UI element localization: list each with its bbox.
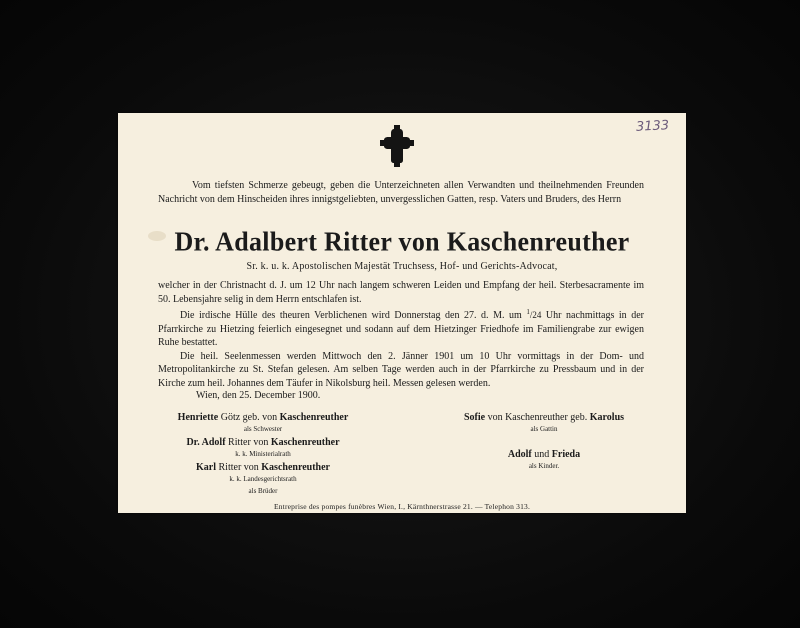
signatory-group-role: als Brüder — [248, 487, 278, 495]
deceased-name-heading: Dr. Adalbert Ritter von Kaschenreuther — [174, 226, 630, 257]
burial-paragraph — [158, 306, 644, 350]
death-paragraph: welcher in der Christnacht d. J. um 12 Uhr nach langem schweren Leiden und Empfang der heil. Sterbesacramente im 50. Lebensjahre selig in dem Herrn entschlafen ist. — [158, 280, 644, 305]
signatory-name: Dr. Adolf Ritter von Kaschenreuther — [186, 437, 340, 448]
undertaker-footer: Entreprise des pompes funèbres Wien, I., Kärnthnerstrasse 21. — Telephon 313. — [273, 502, 531, 511]
mass-paragraph: Die heil. Seelenmessen werden Mittwoch den 2. Jänner 1901 um 10 Uhr vormittags in der Dom- und Metropolitankirche zu St. Stefan gelesen. Am selben Tage werden auch in der Pfarrkirche zu Pressbaum und in der Kirche zum heil. Johannes dem Täufer in Nikolsburg heil. Messen gelesen werden. — [158, 350, 644, 389]
cross-icon — [380, 125, 414, 167]
signatory-name: Adolf und Frieda — [507, 449, 581, 460]
signatory-role: k. k. Ministerialrath — [235, 450, 291, 458]
burial-text-b: Uhr nachmittags in der Pfarrkirche zu Hietzing feierlich eingesegnet und sodann auf dem Hietzinger Friedhofe im Familiengrabe zur ewigen Ruhe bestattet. — [158, 310, 644, 348]
signatory-name: Henriette Götz geb. von Kaschenreuther — [177, 412, 349, 423]
signatory-role: als Schwester — [243, 425, 283, 433]
funeral-notice-card — [118, 113, 686, 513]
fraction-numerator: 1 — [526, 308, 530, 316]
signatories-left — [148, 411, 378, 498]
signatory-role: als Kinder. — [528, 462, 560, 470]
fraction-denominator: /24 — [529, 310, 542, 320]
signatory-role: als Gattin — [530, 425, 558, 433]
deceased-title: Sr. k. u. k. Apostolischen Majestät Truchsess, Hof- und Gerichts-Advocat, — [246, 261, 558, 272]
intro-paragraph: Vom tiefsten Schmerze gebeugt, geben die Unterzeichneten allen Verwandten und theilnehmenden Freunden Nachricht von dem Hinscheiden ihres innigstgeliebten, unvergesslichen Gatten, resp. Vaters und Bruders, des Herrn — [158, 180, 644, 205]
signatories-right — [434, 411, 654, 473]
signatory-role: k. k. Landesgerichtsrath — [229, 475, 297, 483]
archive-number-handwritten: 3133 — [635, 118, 670, 135]
signatory-name: Sofie von Kaschenreuther geb. Karolus — [463, 412, 625, 423]
burial-text-a: Die irdische Hülle des theuren Verblichenen wird Donnerstag den 27. d. M. um — [180, 310, 527, 321]
signatory-name: Karl Ritter von Kaschenreuther — [196, 462, 330, 473]
date-line: Wien, den 25. December 1900. — [196, 390, 321, 401]
notice-body — [158, 279, 644, 390]
